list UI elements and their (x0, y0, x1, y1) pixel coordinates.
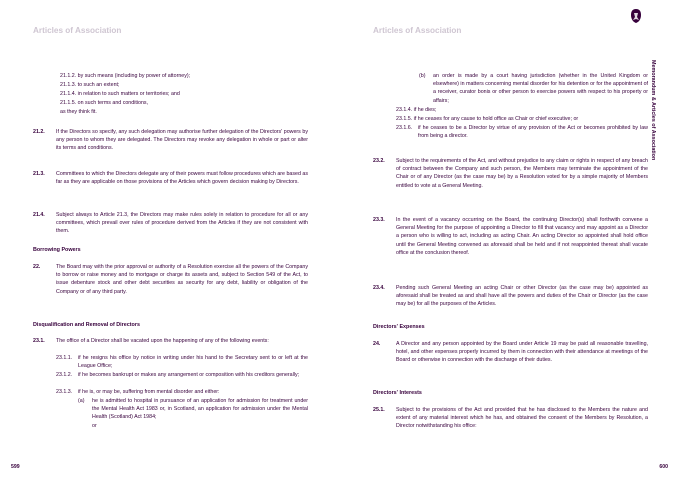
clause-21-1-3: 21.1.3. to such an extent; (60, 82, 120, 88)
clause-text: if he is, or may be, suffering from mental disorder and either: (78, 389, 220, 395)
left-page-number: 599 (11, 464, 20, 470)
clause-text: In the event of a vacancy occurring on the Board, the continuing Director(s) shall forthwith convene a General Meeting for the purpose of appointing a Director to fill that vacancy and may appoint as a Director a person who is willing to act, including as acting Chair. An acting Director so appointed shall hold office until the General Meeting convened as aforesaid shall be held and if not reappointed thereat shall vacate office at the conclusion thereof. (396, 217, 648, 256)
clause-number: 21.2. (33, 129, 45, 135)
clause-23-1 (33, 337, 308, 345)
clause-21-1-5: 21.1.5. on such terms and conditions, (60, 100, 149, 106)
clause-23-3 (373, 216, 648, 257)
clause-23-4 (373, 284, 648, 309)
clause-23-1-4: 23.1.4. if he dies; (396, 107, 437, 113)
clause-text: Committees to which the Directors delegate any of their powers must follow procedures which are based as far as they are applicable on those provisions of the Articles which govern decision making by Directors. (56, 171, 308, 186)
clause-text: Subject to the provisions of the Act and provided that he has disclosed to the Members the nature and extent of any material interest which he has, and obtained the consent of the Members by Resolution, a Director notwithstanding his office: (396, 407, 648, 430)
right-running-header: Articles of Association (373, 26, 462, 35)
clause-23-1-1 (56, 354, 308, 370)
section-heading-disqualification: Disqualification and Removal of Directors (33, 322, 140, 328)
clause-23-1-5: 23.1.5. if he ceases for any cause to hold office as Chair or chief executive; or (396, 116, 579, 122)
clause-number: 23.1.2. (56, 372, 73, 378)
clause-letter: (b) (419, 73, 426, 79)
clause-23-1-3-a (78, 397, 308, 422)
clause-23-2 (373, 157, 648, 190)
clause-23-1-2 (56, 371, 308, 379)
clause-letter: (a) (78, 398, 85, 404)
clause-number: 23.2. (373, 158, 385, 164)
clause-24 (373, 340, 648, 365)
left-running-header: Articles of Association (33, 26, 122, 35)
clause-number: 23.1.3. (56, 389, 73, 395)
right-page-number: 600 (659, 464, 668, 470)
clause-text: A Director and any person appointed by the Board under Article 19 may be paid all reasonable travelling, hotel, and other expenses properly incurred by them in connection with their attendance at meetings of the Board or otherwise in connection with the discharge of their duties. (396, 341, 648, 364)
clause-text: The office of a Director shall be vacated upon the happening of any of the following events: (56, 338, 269, 344)
clause-text: if he resigns his office by notice in writing under his hand to the Secretary sent to or left at the League Office; (78, 355, 308, 370)
clause-text: an order is made by a court having jurisdiction (whether in the United Kingdom or elsewhere) in matters concerning mental disorder for his detention or for the appointment of a receiver, curator bonis or other person to exercise powers with respect to his property or affairs; (433, 73, 648, 104)
clause-21-2 (33, 128, 308, 153)
clause-text: if he becomes bankrupt or makes any arrangement or composition with his creditors generally; (78, 372, 300, 378)
clause-23-1-6 (396, 124, 648, 140)
side-tab-label: Memorandum & Articles of Association (650, 60, 656, 161)
clause-21-1-4: 21.1.4. in relation to such matters or territories; and (60, 91, 180, 97)
clause-22 (33, 263, 308, 296)
clause-text: Subject to the requirements of the Act, and without prejudice to any claim or rights in respect of any breach of contract between the Company and such person, the Members may terminate the appointment of the Chair or of any Director (as the case may be) by a Resolution voted for by a simple majority of Members entitled to vote at a General Meeting. (396, 158, 648, 189)
clause-21-1-2: 21.1.2. by such means (including by power of attorney); (60, 73, 191, 79)
clause-number: 23.4. (373, 285, 385, 291)
clause-number: 21.4. (33, 212, 45, 218)
section-heading-directors-expenses: Directors' Expenses (373, 324, 425, 330)
section-heading-borrowing-powers: Borrowing Powers (33, 247, 81, 253)
clause-number: 23.1.6. (396, 125, 413, 131)
clause-number: 23.1.1. (56, 355, 73, 361)
clause-21-1-tail: as they think fit. (60, 109, 97, 115)
lion-crest-icon (629, 8, 643, 24)
clause-text: if he ceases to be a Director by virtue of any provision of the Act or becomes prohibited by law from being a director. (418, 125, 648, 140)
clause-text: Pending such General Meeting an acting Chair or other Director (as the case may be) appointed as aforesaid shall be treated as and shall have all the powers and duties of the Chair or Director (as the case may be) for all the purposes of the Articles. (396, 285, 648, 308)
side-tab (648, 60, 658, 200)
clause-25-1 (373, 406, 648, 431)
clause-conjunction: or (92, 423, 97, 429)
clause-text: Subject always to Article 21.3, the Directors may make rules solely in relation to procedure for all or any committees, which prevail over rules of procedure derived from the Articles if they are not consistent with them. (56, 212, 308, 235)
clause-21-4 (33, 211, 308, 236)
clause-number: 23.3. (373, 217, 385, 223)
clause-number: 23.1. (33, 338, 45, 344)
section-heading-directors-interests: Directors' Interests (373, 390, 422, 396)
clause-23-1-3 (56, 388, 308, 396)
clause-21-3 (33, 170, 308, 186)
clause-number: 24. (373, 341, 381, 347)
right-page (340, 0, 680, 483)
clause-number: 22. (33, 264, 41, 270)
clause-number: 21.3. (33, 171, 45, 177)
clause-text: The Board may with the prior approval or authority of a Resolution exercise all the powers of the Company to borrow or raise money and to mortgage or charge its assets and, subject to Section 549 of the Act, to issue debenture stock and other debt securities as security for any debt, liability or obligation of the Company or of any third party. (56, 264, 308, 295)
clause-text: he is admitted to hospital in pursuance of an application for admission for treatment under the Mental Health Act 1983 or, in Scotland, an application for admission under the Mental Health (Scotland) Act 1984; (92, 398, 308, 421)
clause-23-1-3-b (419, 72, 648, 105)
clause-text: If the Directors so specify, any such delegation may authorise further delegation of the Directors' powers by any person to whom they are delegated. The Directors may revoke any delegation in whole or part or alter its terms and conditions. (56, 129, 308, 152)
clause-number: 25.1. (373, 407, 385, 413)
